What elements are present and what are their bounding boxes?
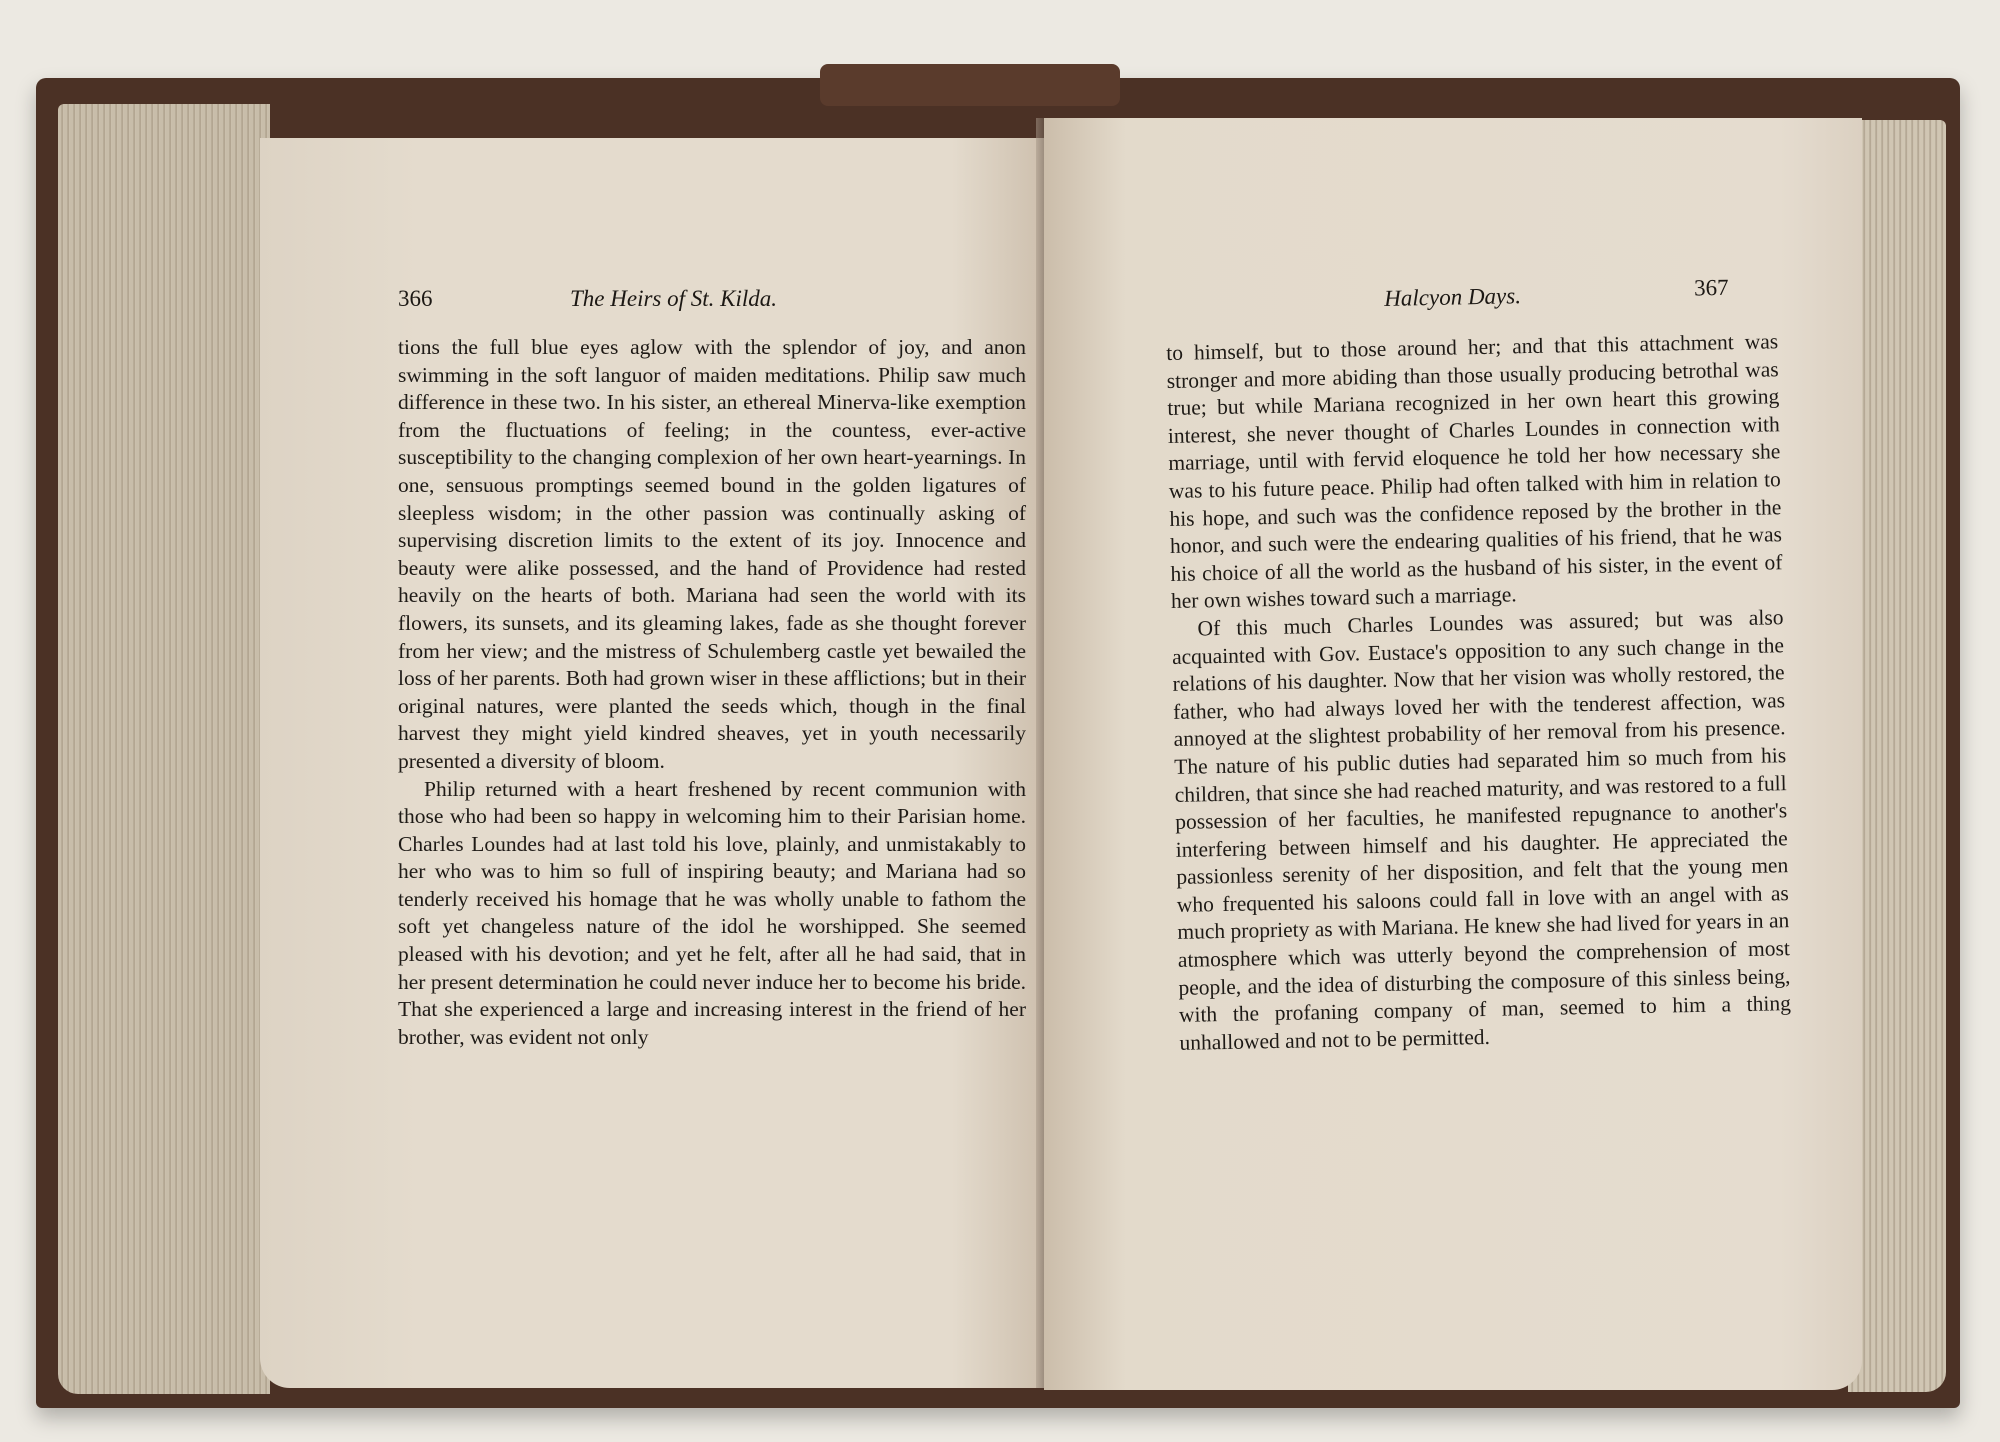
left-paragraph: Philip returned with a heart freshened by recent communion with those who had been so happy in welcoming him to their Parisian home. Charles Loundes had at last told his love, plainly, and unmistakably to her who was to him so full of inspiring beauty; and Mariana had so tenderly received his homage that he was wholly unable to fathom the soft yet changeless nature of the idol he worshipped. She seemed pleased with his devotion; and yet he felt, after all he had said, that in her present determination he could never induce her to become his bride. That she experienced a large and increasing interest in the friend of her brother, was evident not only [398, 776, 1026, 1049]
page-edges-left [58, 104, 270, 1394]
right-running-head: Halcyon Days. [1384, 283, 1522, 311]
book-spine [820, 64, 1120, 106]
right-page-number: 367 [1693, 274, 1729, 301]
right-page [1044, 118, 1862, 1390]
right-paragraph: to himself, but to those around her; and that this attachment was stronger and more abiding than those usually producing betrothal was true; but while Mariana recognized in her own heart this growing interest, she never thought of Charles Loundes in connection with marriage, until with fervid eloquence he told her how necessary she was to his future peace. Philip had often talked with him in relation to his hope, and such was the confidence reposed by the brother in the honor, and such were the endearing qualities of his friend, that he was his choice of all the world as the husband of his sister, in the event of her own wishes toward such a marriage. [1166, 329, 1783, 614]
left-page [260, 138, 1046, 1388]
left-page-number: 366 [398, 286, 433, 311]
right-page-header [1384, 274, 1784, 311]
right-page-body [1166, 328, 1792, 1057]
left-page-body [398, 334, 1026, 1051]
left-running-head: The Heirs of St. Kilda. [570, 286, 778, 311]
page-edges-right [1848, 120, 1946, 1392]
left-paragraph: tions the full blue eyes aglow with the splendor of joy, and anon swimming in the soft languor of maiden meditations. Philip saw much difference in these two. In his sister, an ethereal Minerva-like exemption from the fluctuations of feeling; in the countess, ever-active susceptibility to the changing complexion of her own heart-yearnings. In one, sensuous promptings seemed bound in the golden ligatures of sleepless wisdom; in the other passion was continually asking of supervising discretion limits to the extent of its joy. Innocence and beauty were alike possessed, and the hand of Providence had rested heavily on the hearts of both. Mariana had seen the world with its flowers, its sunsets, and its gleaming lakes, fade as she thought forever from her view; and the mistress of Schulemberg castle yet bewailed the loss of her parents. Both had grown wiser in these afflictions; but in their original natures, were planted the seeds which, though in the final harvest they might yield kindred sheaves, yet in youth necessarily presented a diversity of bloom. [398, 335, 1026, 773]
right-paragraph: Of this much Charles Loundes was assured; but was also acquainted with Gov. Eustace's opposition to any such change in the relations of his daughter. Now that her vision was wholly restored, the father, who had always loved her with the tenderest affection, was annoyed at the slightest probability of her removal from his presence. The nature of his public duties had separated him so much from his children, that since she had reached maturity, and was restored to a full possession of her faculties, he manifested repugnance to another's interfering between himself and his daughter. He appreciated the passionless serenity of her disposition, and felt that the young men who frequented his saloons could fall in love with an angel with as much propriety as with Mariana. He knew she had lived for years in an atmosphere which was utterly beyond the comprehension of most people, and the idea of disturbing the composure of this sinless being, with the profaning company of man, seemed to him a thing unhallowed and not to be permitted. [1171, 605, 1792, 1055]
